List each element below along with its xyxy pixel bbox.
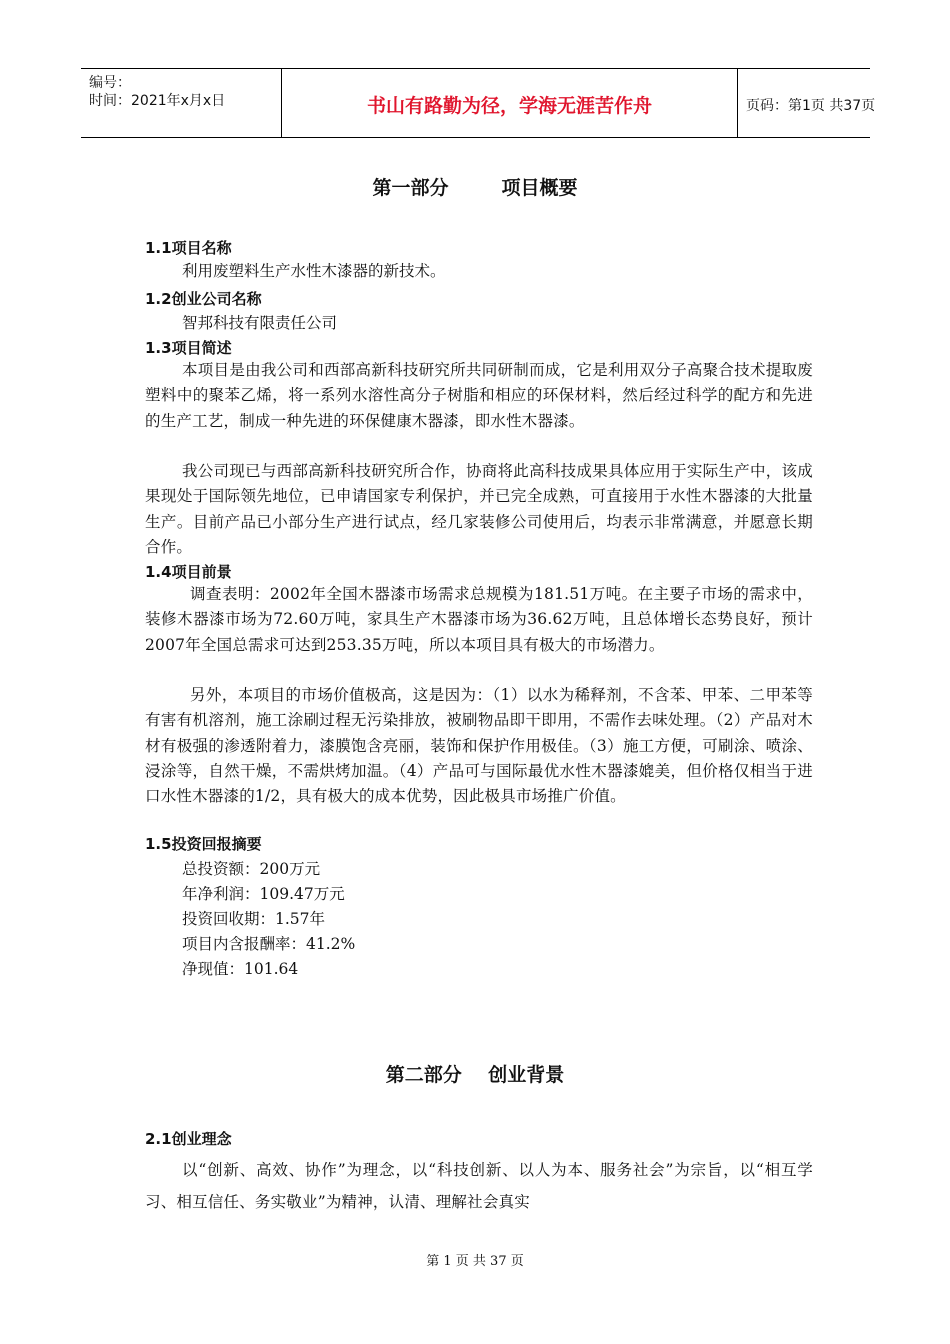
investment-item: 总投资额：200万元 [182,860,321,878]
section-1-5-heading: 1.5投资回报摘要 [145,835,262,853]
section-1-4-heading: 1.4项目前景 [145,563,232,581]
investment-item: 项目内含报酬率：41.2% [182,935,356,953]
investment-item: 净现值：101.64 [182,960,299,978]
investment-item: 年净利润：109.47万元 [182,885,345,903]
header-motto: 书山有路勤为径，学海无涯苦作舟 [366,95,652,117]
page-footer: 第 1 页 共 37 页 [426,1254,524,1269]
page-header-table [81,68,876,138]
part1-title: 第一部分 项目概要 [372,177,578,199]
section-1-2-heading: 1.2创业公司名称 [145,290,262,308]
section-1-3-heading: 1.3项目简述 [145,339,232,357]
section-1-4-paragraph-1: 调查表明：2002年全国木器漆市场需求总规模为181.51万吨。在主要子市场的需求中，装修木器漆市场为72.60万吨，家具生产木器漆市场为36.62万吨，且总体增长态势良好，预计2007年全国总需求可达到253.35万吨，所以本项目具有极大的市场潜力。 [145,585,813,654]
part2-title: 第二部分 创业背景 [385,1064,565,1086]
section-1-2-text: 智邦科技有限责任公司 [182,314,338,332]
section-1-4-paragraph-2: 另外，本项目的市场价值极高，这是因为：（1）以水为稀释剂，不含苯、甲苯、二甲苯等有害有机溶剂，施工涂刷过程无污染排放，被刷物品即干即用，不需作去味处理。（2）产品对木材有极强的渗透附着力，漆膜饱含亮丽，装饰和保护作用极佳。（3）施工方便，可刷涂、喷涂、浸涂等，自然干燥，不需烘烤加温。（4）产品可与国际最优水性木器漆媲美，但价格仅相当于进口水性木器漆的1/2，具有极大的成本优势，因此极具市场推广价值。 [145,686,813,806]
section-1-3-paragraph-2: 我公司现已与西部高新科技研究所合作，协商将此高科技成果具体应用于实际生产中，该成果现处于国际领先地位，已申请国家专利保护，并已完全成熟，可直接用于水性木器漆的大批量生产。目前产品已小部分生产进行试点，经几家装修公司使用后，均表示非常满意，并愿意长期合作。 [145,462,813,556]
header-center-cell [282,69,738,137]
document-number-label: 编号： [89,75,131,91]
section-1-1-heading: 1.1项目名称 [145,239,232,257]
investment-item: 投资回收期：1.57年 [182,910,326,928]
document-date-label: 时间：2021年x月x日 [89,93,226,109]
section-1-1-text: 利用废塑料生产水性木漆器的新技术。 [182,262,446,280]
section-2-1-heading: 2.1创业理念 [145,1130,232,1148]
header-left-cell [81,69,282,137]
header-page-number: 页码：第1页 共37页 [746,98,876,114]
section-2-1-paragraph-1: 以“创新、高效、协作”为理念，以“科技创新、以人为本、服务社会”为宗旨，以“相互学习、相互信任、务实敬业”为精神，认清、理解社会真实 [145,1161,813,1211]
section-1-3-paragraph-1: 本项目是由我公司和西部高新科技研究所共同研制而成，它是利用双分子高聚合技术提取废塑料中的聚苯乙烯，将一系列水溶性高分子树脂和相应的环保材料，然后经过科学的配方和先进的生产工艺，制成一种先进的环保健康木器漆，即水性木器漆。 [145,361,813,430]
header-right-cell [738,69,876,137]
